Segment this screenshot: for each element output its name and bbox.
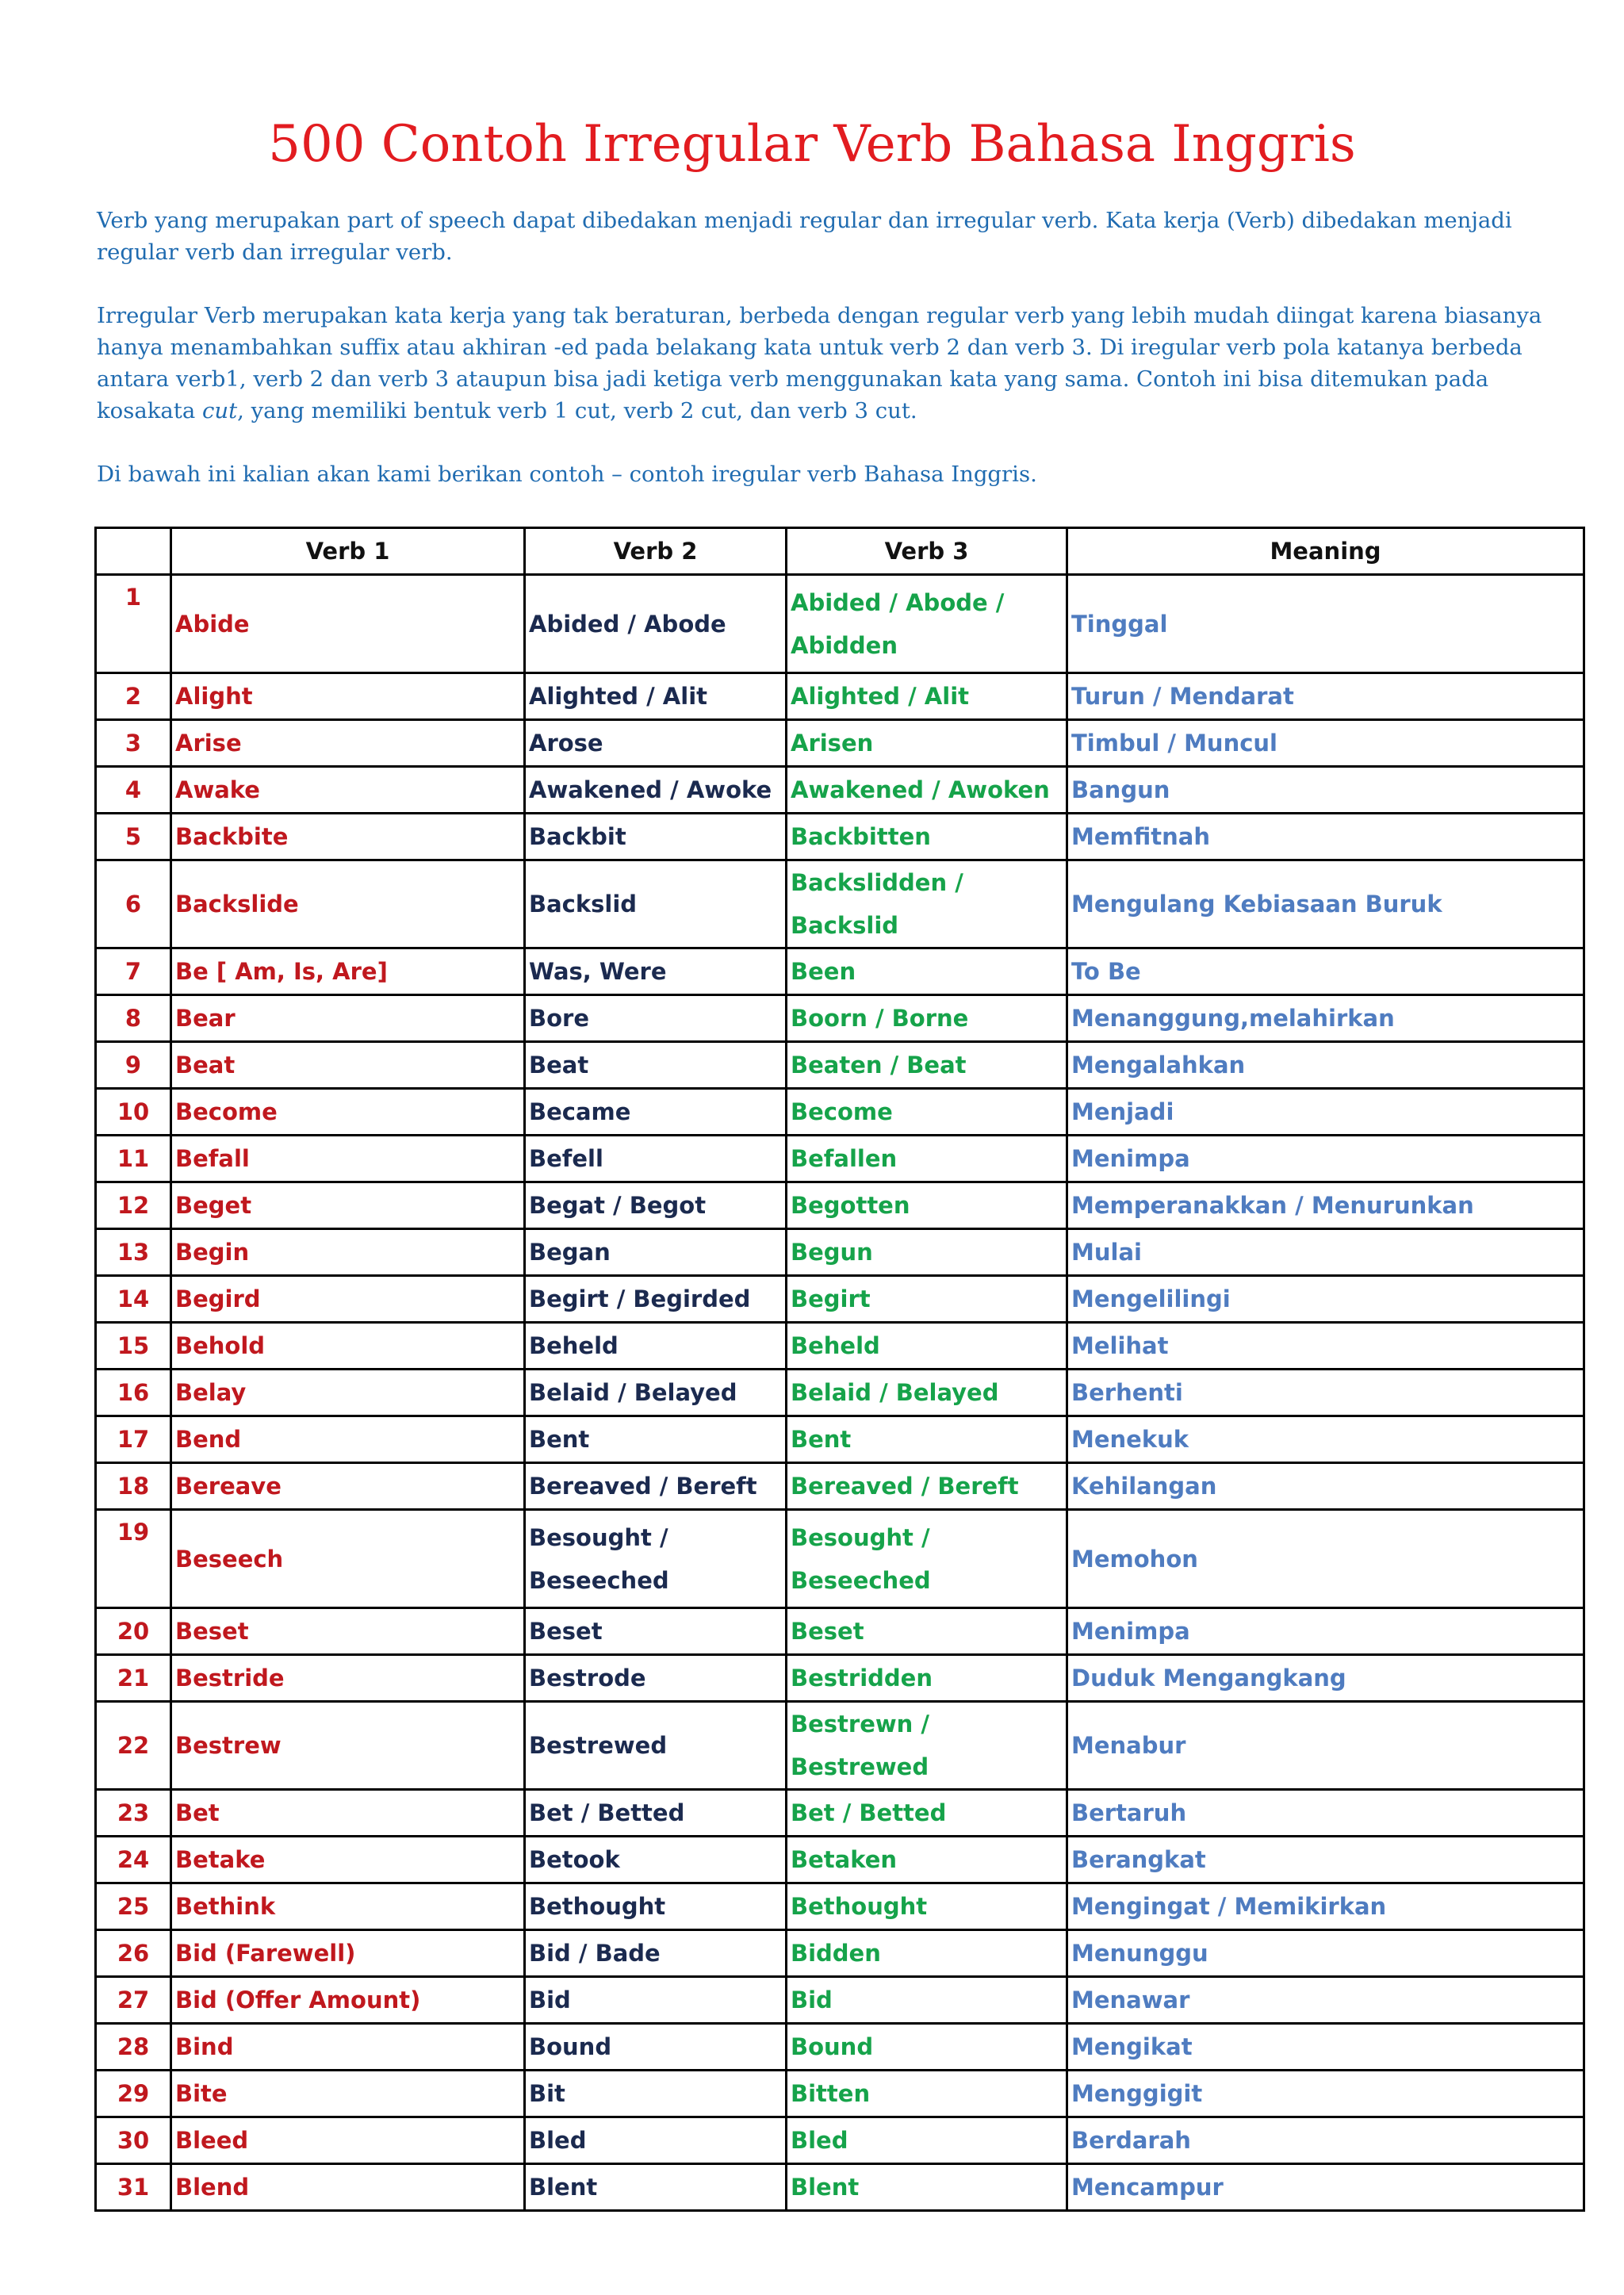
verb3-cell: Betaken bbox=[787, 1837, 1067, 1883]
verb3-cell: Bent bbox=[787, 1416, 1067, 1463]
verb2-cell: Bid bbox=[525, 1977, 787, 2024]
verb3-cell: Begirt bbox=[787, 1276, 1067, 1323]
verb3-cell: Bestridden bbox=[787, 1655, 1067, 1702]
row-number: 21 bbox=[96, 1655, 171, 1702]
verb1-cell: Bestrew bbox=[171, 1702, 525, 1790]
verb3-cell: Bound bbox=[787, 2024, 1067, 2071]
row-number: 20 bbox=[96, 1608, 171, 1655]
meaning-cell: To Be bbox=[1067, 948, 1584, 995]
verb2-cell: Bid / Bade bbox=[525, 1930, 787, 1977]
verb2-cell: Belaid / Belayed bbox=[525, 1370, 787, 1416]
row-number: 23 bbox=[96, 1790, 171, 1837]
verb1-cell: Become bbox=[171, 1089, 525, 1136]
verb1-cell: Backbite bbox=[171, 814, 525, 860]
verb1-cell: Bear bbox=[171, 995, 525, 1042]
row-number: 30 bbox=[96, 2117, 171, 2164]
verb2-cell: Beset bbox=[525, 1608, 787, 1655]
meaning-cell: Mengulang Kebiasaan Buruk bbox=[1067, 860, 1584, 948]
verb2-cell: Began bbox=[525, 1229, 787, 1276]
verb2-cell: Bet / Betted bbox=[525, 1790, 787, 1837]
table-row bbox=[96, 1463, 1584, 1510]
column-header-verb3: Verb 3 bbox=[787, 528, 1067, 575]
verb3-cell: Bestrewn / Bestrewed bbox=[787, 1702, 1067, 1790]
verb3-cell: Bet / Betted bbox=[787, 1790, 1067, 1837]
table-row bbox=[96, 1416, 1584, 1463]
verb2-cell: Bore bbox=[525, 995, 787, 1042]
verb2-cell: Beat bbox=[525, 1042, 787, 1089]
meaning-cell: Berangkat bbox=[1067, 1837, 1584, 1883]
row-number: 6 bbox=[96, 860, 171, 948]
meaning-cell: Melihat bbox=[1067, 1323, 1584, 1370]
table-row bbox=[96, 575, 1584, 673]
verb2-cell: Alighted / Alit bbox=[525, 673, 787, 720]
verb3-cell: Beset bbox=[787, 1608, 1067, 1655]
meaning-cell: Turun / Mendarat bbox=[1067, 673, 1584, 720]
verb3-cell: Backbitten bbox=[787, 814, 1067, 860]
meaning-cell: Mengingat / Memikirkan bbox=[1067, 1883, 1584, 1930]
meaning-cell: Duduk Mengangkang bbox=[1067, 1655, 1584, 1702]
row-number: 7 bbox=[96, 948, 171, 995]
verb2-cell: Bit bbox=[525, 2071, 787, 2117]
verb1-cell: Backslide bbox=[171, 860, 525, 948]
document-title: 500 Contoh Irregular Verb Bahasa Inggris bbox=[268, 115, 1356, 174]
meaning-cell: Mulai bbox=[1067, 1229, 1584, 1276]
verb1-cell: Awake bbox=[171, 767, 525, 814]
table-row bbox=[96, 1042, 1584, 1089]
verb2-cell: Bestrode bbox=[525, 1655, 787, 1702]
verb3-cell: Beaten / Beat bbox=[787, 1042, 1067, 1089]
verb2-cell: Was, Were bbox=[525, 948, 787, 995]
verb2-cell: Begirt / Begirded bbox=[525, 1276, 787, 1323]
meaning-cell: Menimpa bbox=[1067, 1136, 1584, 1182]
meaning-cell: Berhenti bbox=[1067, 1370, 1584, 1416]
verb3-cell: Bled bbox=[787, 2117, 1067, 2164]
column-header-verb2: Verb 2 bbox=[525, 528, 787, 575]
verb3-cell: Become bbox=[787, 1089, 1067, 1136]
table-row bbox=[96, 767, 1584, 814]
row-number: 31 bbox=[96, 2164, 171, 2211]
meaning-cell: Memperanakkan / Menurunkan bbox=[1067, 1182, 1584, 1229]
verb3-cell: Befallen bbox=[787, 1136, 1067, 1182]
intro-text: Irregular Verb merupakan kata kerja yang tak beraturan, berbeda dengan regular verb yang lebih mudah diingat karena biasanya hanya menambahkan suffix atau akhiran -ed pada belakang kata untuk verb 2 dan verb 3. Di iregular verb pola katanya berbeda antara verb1, verb 2 dan verb 3 ataupun bisa jadi ketiga verb menggunakan kata yang sama. Contoh ini bisa ditemukan pada kosakata bbox=[97, 303, 1542, 423]
row-number: 19 bbox=[96, 1510, 171, 1608]
table-row bbox=[96, 720, 1584, 767]
row-number: 4 bbox=[96, 767, 171, 814]
verb1-cell: Begin bbox=[171, 1229, 525, 1276]
verb1-cell: Belay bbox=[171, 1370, 525, 1416]
verb2-cell: Begat / Begot bbox=[525, 1182, 787, 1229]
verb2-cell: Blent bbox=[525, 2164, 787, 2211]
meaning-cell: Menggigit bbox=[1067, 2071, 1584, 2117]
verb3-cell: Bitten bbox=[787, 2071, 1067, 2117]
table-row bbox=[96, 860, 1584, 948]
table-row bbox=[96, 1977, 1584, 2024]
verb1-cell: Arise bbox=[171, 720, 525, 767]
row-number: 17 bbox=[96, 1416, 171, 1463]
example-word: cut bbox=[201, 398, 238, 423]
meaning-cell: Menunggu bbox=[1067, 1930, 1584, 1977]
verb2-cell: Abided / Abode bbox=[525, 575, 787, 673]
row-number: 9 bbox=[96, 1042, 171, 1089]
verb2-cell: Became bbox=[525, 1089, 787, 1136]
verb3-cell: Begotten bbox=[787, 1182, 1067, 1229]
meaning-cell: Menjadi bbox=[1067, 1089, 1584, 1136]
verb1-cell: Befall bbox=[171, 1136, 525, 1182]
verb1-cell: Bestride bbox=[171, 1655, 525, 1702]
row-number: 15 bbox=[96, 1323, 171, 1370]
verb1-cell: Be [ Am, Is, Are] bbox=[171, 948, 525, 995]
meaning-cell: Menawar bbox=[1067, 1977, 1584, 2024]
table-row bbox=[96, 1323, 1584, 1370]
intro-paragraph-2 bbox=[97, 300, 1572, 427]
meaning-cell: Menekuk bbox=[1067, 1416, 1584, 1463]
row-number: 1 bbox=[96, 575, 171, 673]
table-row bbox=[96, 1655, 1584, 1702]
verb1-cell: Betake bbox=[171, 1837, 525, 1883]
table-row bbox=[96, 2071, 1584, 2117]
row-number: 24 bbox=[96, 1837, 171, 1883]
column-header-number bbox=[96, 528, 171, 575]
verb1-cell: Behold bbox=[171, 1323, 525, 1370]
verb3-cell: Arisen bbox=[787, 720, 1067, 767]
row-number: 11 bbox=[96, 1136, 171, 1182]
meaning-cell: Memfitnah bbox=[1067, 814, 1584, 860]
meaning-cell: Bertaruh bbox=[1067, 1790, 1584, 1837]
row-number: 26 bbox=[96, 1930, 171, 1977]
verb3-cell: Boorn / Borne bbox=[787, 995, 1067, 1042]
table-row bbox=[96, 2117, 1584, 2164]
table-row bbox=[96, 1930, 1584, 1977]
verb1-cell: Bind bbox=[171, 2024, 525, 2071]
verb2-cell: Bethought bbox=[525, 1883, 787, 1930]
meaning-cell: Mencampur bbox=[1067, 2164, 1584, 2211]
table-body bbox=[96, 575, 1584, 2211]
verb3-cell: Bidden bbox=[787, 1930, 1067, 1977]
verb2-cell: Beheld bbox=[525, 1323, 787, 1370]
verb2-cell: Backbit bbox=[525, 814, 787, 860]
row-number: 16 bbox=[96, 1370, 171, 1416]
verb1-cell: Bend bbox=[171, 1416, 525, 1463]
verb1-cell: Bid (Offer Amount) bbox=[171, 1977, 525, 2024]
verb1-cell: Beset bbox=[171, 1608, 525, 1655]
verb3-cell: Besought / Beseeched bbox=[787, 1510, 1067, 1608]
row-number: 12 bbox=[96, 1182, 171, 1229]
verb2-cell: Awakened / Awoke bbox=[525, 767, 787, 814]
table-row bbox=[96, 1370, 1584, 1416]
row-number: 3 bbox=[96, 720, 171, 767]
meaning-cell: Menanggung,melahirkan bbox=[1067, 995, 1584, 1042]
verb3-cell: Bereaved / Bereft bbox=[787, 1463, 1067, 1510]
verb2-cell: Backslid bbox=[525, 860, 787, 948]
table-row bbox=[96, 1790, 1584, 1837]
intro-paragraph-3: Di bawah ini kalian akan kami berikan contoh – contoh iregular verb Bahasa Inggris. bbox=[97, 462, 1037, 487]
row-number: 28 bbox=[96, 2024, 171, 2071]
table-row bbox=[96, 1883, 1584, 1930]
meaning-cell: Menimpa bbox=[1067, 1608, 1584, 1655]
row-number: 22 bbox=[96, 1702, 171, 1790]
verb3-cell: Backslidden / Backslid bbox=[787, 860, 1067, 948]
meaning-cell: Mengikat bbox=[1067, 2024, 1584, 2071]
verb1-cell: Bethink bbox=[171, 1883, 525, 1930]
table-row bbox=[96, 1510, 1584, 1608]
verb1-cell: Bleed bbox=[171, 2117, 525, 2164]
table-row bbox=[96, 2164, 1584, 2211]
row-number: 8 bbox=[96, 995, 171, 1042]
row-number: 18 bbox=[96, 1463, 171, 1510]
verb1-cell: Bet bbox=[171, 1790, 525, 1837]
intro-text: , yang memiliki bentuk verb 1 cut, verb 2 cut, dan verb 3 cut. bbox=[237, 398, 917, 423]
verb1-cell: Beat bbox=[171, 1042, 525, 1089]
verb1-cell: Bereave bbox=[171, 1463, 525, 1510]
table-row bbox=[96, 1136, 1584, 1182]
verb3-cell: Abided / Abode / Abidden bbox=[787, 575, 1067, 673]
verb1-cell: Bite bbox=[171, 2071, 525, 2117]
column-header-verb1: Verb 1 bbox=[171, 528, 525, 575]
table-row bbox=[96, 2024, 1584, 2071]
table-row bbox=[96, 1702, 1584, 1790]
table-row bbox=[96, 1229, 1584, 1276]
verb3-cell: Blent bbox=[787, 2164, 1067, 2211]
verb2-cell: Bound bbox=[525, 2024, 787, 2071]
table-row bbox=[96, 995, 1584, 1042]
verb1-cell: Beget bbox=[171, 1182, 525, 1229]
verb2-cell: Betook bbox=[525, 1837, 787, 1883]
verb3-cell: Bid bbox=[787, 1977, 1067, 2024]
verb1-cell: Begird bbox=[171, 1276, 525, 1323]
table-row bbox=[96, 1089, 1584, 1136]
table-row bbox=[96, 814, 1584, 860]
row-number: 27 bbox=[96, 1977, 171, 2024]
verb3-cell: Alighted / Alit bbox=[787, 673, 1067, 720]
verb2-cell: Bent bbox=[525, 1416, 787, 1463]
verb2-cell: Befell bbox=[525, 1136, 787, 1182]
verb3-cell: Begun bbox=[787, 1229, 1067, 1276]
table-row bbox=[96, 673, 1584, 720]
meaning-cell: Timbul / Muncul bbox=[1067, 720, 1584, 767]
verb2-cell: Besought / Beseeched bbox=[525, 1510, 787, 1608]
column-header-meaning: Meaning bbox=[1067, 528, 1584, 575]
verb1-cell: Blend bbox=[171, 2164, 525, 2211]
row-number: 5 bbox=[96, 814, 171, 860]
meaning-cell: Kehilangan bbox=[1067, 1463, 1584, 1510]
irregular-verb-table bbox=[94, 527, 1585, 2212]
table-row bbox=[96, 1276, 1584, 1323]
verb3-cell: Beheld bbox=[787, 1323, 1067, 1370]
table-row bbox=[96, 1837, 1584, 1883]
row-number: 14 bbox=[96, 1276, 171, 1323]
verb3-cell: Belaid / Belayed bbox=[787, 1370, 1067, 1416]
meaning-cell: Menabur bbox=[1067, 1702, 1584, 1790]
row-number: 25 bbox=[96, 1883, 171, 1930]
verb2-cell: Bestrewed bbox=[525, 1702, 787, 1790]
verb3-cell: Bethought bbox=[787, 1883, 1067, 1930]
meaning-cell: Memohon bbox=[1067, 1510, 1584, 1608]
verb3-cell: Awakened / Awoken bbox=[787, 767, 1067, 814]
meaning-cell: Mengelilingi bbox=[1067, 1276, 1584, 1323]
verb2-cell: Bled bbox=[525, 2117, 787, 2164]
table-row bbox=[96, 1182, 1584, 1229]
intro-paragraph-1: Verb yang merupakan part of speech dapat dibedakan menjadi regular dan irregular verb. Kata kerja (Verb) dibedakan menjadi regular verb dan irregular verb. bbox=[97, 208, 1512, 265]
table-header-row bbox=[96, 528, 1584, 575]
row-number: 29 bbox=[96, 2071, 171, 2117]
meaning-cell: Berdarah bbox=[1067, 2117, 1584, 2164]
meaning-cell: Bangun bbox=[1067, 767, 1584, 814]
verb1-cell: Alight bbox=[171, 673, 525, 720]
verb3-cell: Been bbox=[787, 948, 1067, 995]
table-row bbox=[96, 948, 1584, 995]
verb2-cell: Bereaved / Bereft bbox=[525, 1463, 787, 1510]
meaning-cell: Mengalahkan bbox=[1067, 1042, 1584, 1089]
verb2-cell: Arose bbox=[525, 720, 787, 767]
verb1-cell: Bid (Farewell) bbox=[171, 1930, 525, 1977]
row-number: 13 bbox=[96, 1229, 171, 1276]
meaning-cell: Tinggal bbox=[1067, 575, 1584, 673]
row-number: 2 bbox=[96, 673, 171, 720]
verb1-cell: Beseech bbox=[171, 1510, 525, 1608]
row-number: 10 bbox=[96, 1089, 171, 1136]
verb1-cell: Abide bbox=[171, 575, 525, 673]
table-row bbox=[96, 1608, 1584, 1655]
